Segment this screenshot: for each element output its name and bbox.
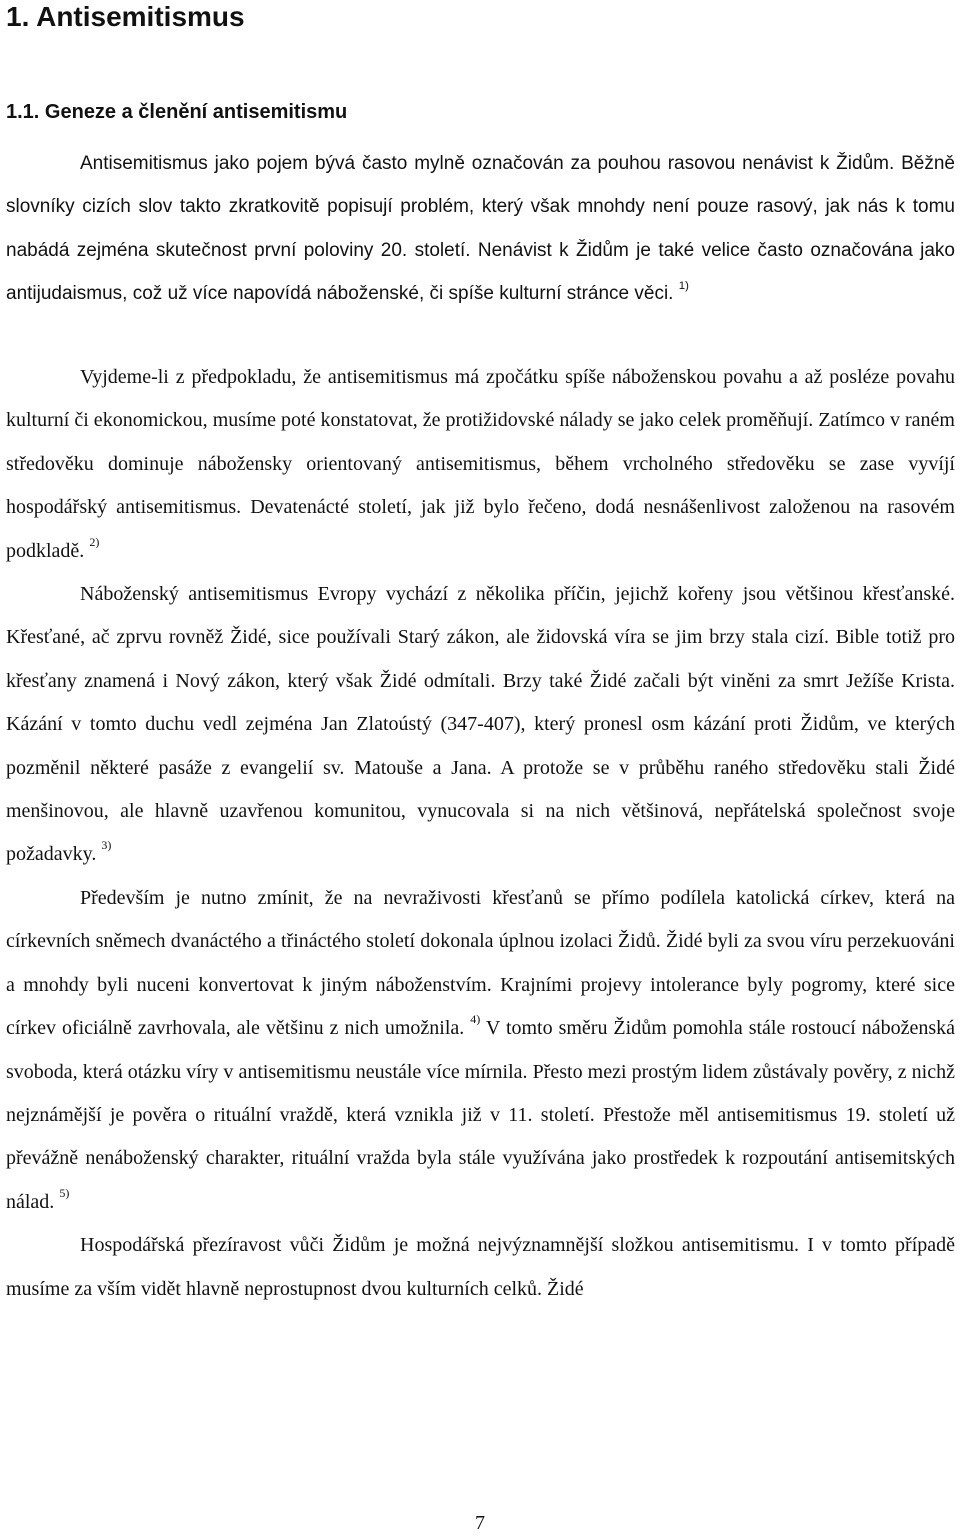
body-text bbox=[6, 356, 955, 1311]
footnote-marker: 5) bbox=[59, 1185, 70, 1200]
paragraph-text: Především je nutno zmínit, že na nevraživosti křesťanů se přímo podílela katolická církev, která na církevních sněmech dvanáctého a třináctého století dokonala úplnou izolaci Židů. Židé byli za svou víru perzekuováni a mnohdy byli nuceni konvertovat k jiným náboženstvím. Krajními projevy intolerance byly pogromy, které sice církev oficiálně zavrhovala, ale většinu z nich umožnila. bbox=[6, 886, 955, 1040]
paragraph bbox=[6, 356, 955, 573]
paragraph bbox=[6, 573, 955, 877]
paragraph bbox=[6, 1224, 955, 1311]
paragraph-text: Hospodářská přezíravost vůči Židům je možná nejvýznamnější složkou antisemitismu. I v tomto případě musíme za vším vidět hlavně neprostupnost dvou kulturních celků. Židé bbox=[6, 1234, 955, 1300]
footnote-marker: 2) bbox=[89, 534, 100, 549]
footnote-marker: 4) bbox=[470, 1012, 481, 1027]
intro-block bbox=[6, 142, 955, 316]
footnote-marker: 1) bbox=[678, 279, 689, 292]
chapter-heading: 1. Antisemitismus bbox=[6, 1, 245, 32]
paragraph bbox=[6, 877, 955, 1224]
section-heading: 1.1. Geneze a členění antisemitismu bbox=[6, 101, 348, 123]
paragraph-text: Vyjdeme-li z předpokladu, že antisemitismus má zpočátku spíše náboženskou povahu a až posléze povahu kulturní či ekonomickou, musíme poté konstatovat, že protižidovské nálady se jako celek proměňují. Zatímco v raném středověku dominuje nábožensky orientovaný antisemitismus, během vrcholného středověku se zase vyvíjí hospodářský antisemitismus. Devatenácté století, jak již bylo řečeno, dodá nesnášenlivost založenou na rasovém podkladě. bbox=[6, 366, 955, 562]
paragraph-text: V tomto směru Židům pomohla stále rostoucí náboženská svoboda, která otázku víry v antisemitismu neustále více mírnila. Přesto mezi prostým lidem zůstávaly pověry, z nichž nejznámější je pověra o rituální vraždě, která vznikla již v 11. století. Přestože měl antisemitismus 19. století už převážně nenáboženský charakter, rituální vražda byla stále využívána jako prostředek k rozpoutání antisemitských nálad. bbox=[6, 1017, 956, 1213]
page-number: 7 bbox=[475, 1512, 485, 1534]
footnote-marker: 3) bbox=[101, 838, 112, 853]
paragraph-text: Antisemitismus jako pojem bývá často mylně označován za pouhou rasovou nenávist k Židům. Běžně slovníky cizích slov takto zkratkovitě popisují problém, který však mnohdy není pouze rasový, jak nás k tomu nabádá zejména skutečnost první poloviny 20. století. Nenávist k Židům je také velice často označována jako antijudaismus, což už více napovídá náboženské, či spíše kulturní stránce věci. bbox=[6, 153, 955, 305]
paragraph bbox=[6, 142, 955, 316]
paragraph-text: Náboženský antisemitismus Evropy vychází z několika příčin, jejichž kořeny jsou většinou křesťanské. Křesťané, ač zprvu rovněž Židé, sice používali Starý zákon, ale židovská víra se jim brzy stala cizí. Bible totiž pro křesťany znamená i Nový zákon, který však Židé odmítali. Brzy také Židé začali být viněni za smrt Ježíše Krista. Kázání v tomto duchu vedl zejména Jan Zlatoústý (347-407), který pronesl osm kázání proti Židům, ve kterých pozměnil některé pasáže z evangelií sv. Matouše a Jana. A protože se v průběhu raného středověku stali Židé menšinovou, ale hlavně uzavřenou komunitou, vynucovala si na nich většinová, nepřátelská společnost svoje požadavky. bbox=[6, 583, 955, 866]
